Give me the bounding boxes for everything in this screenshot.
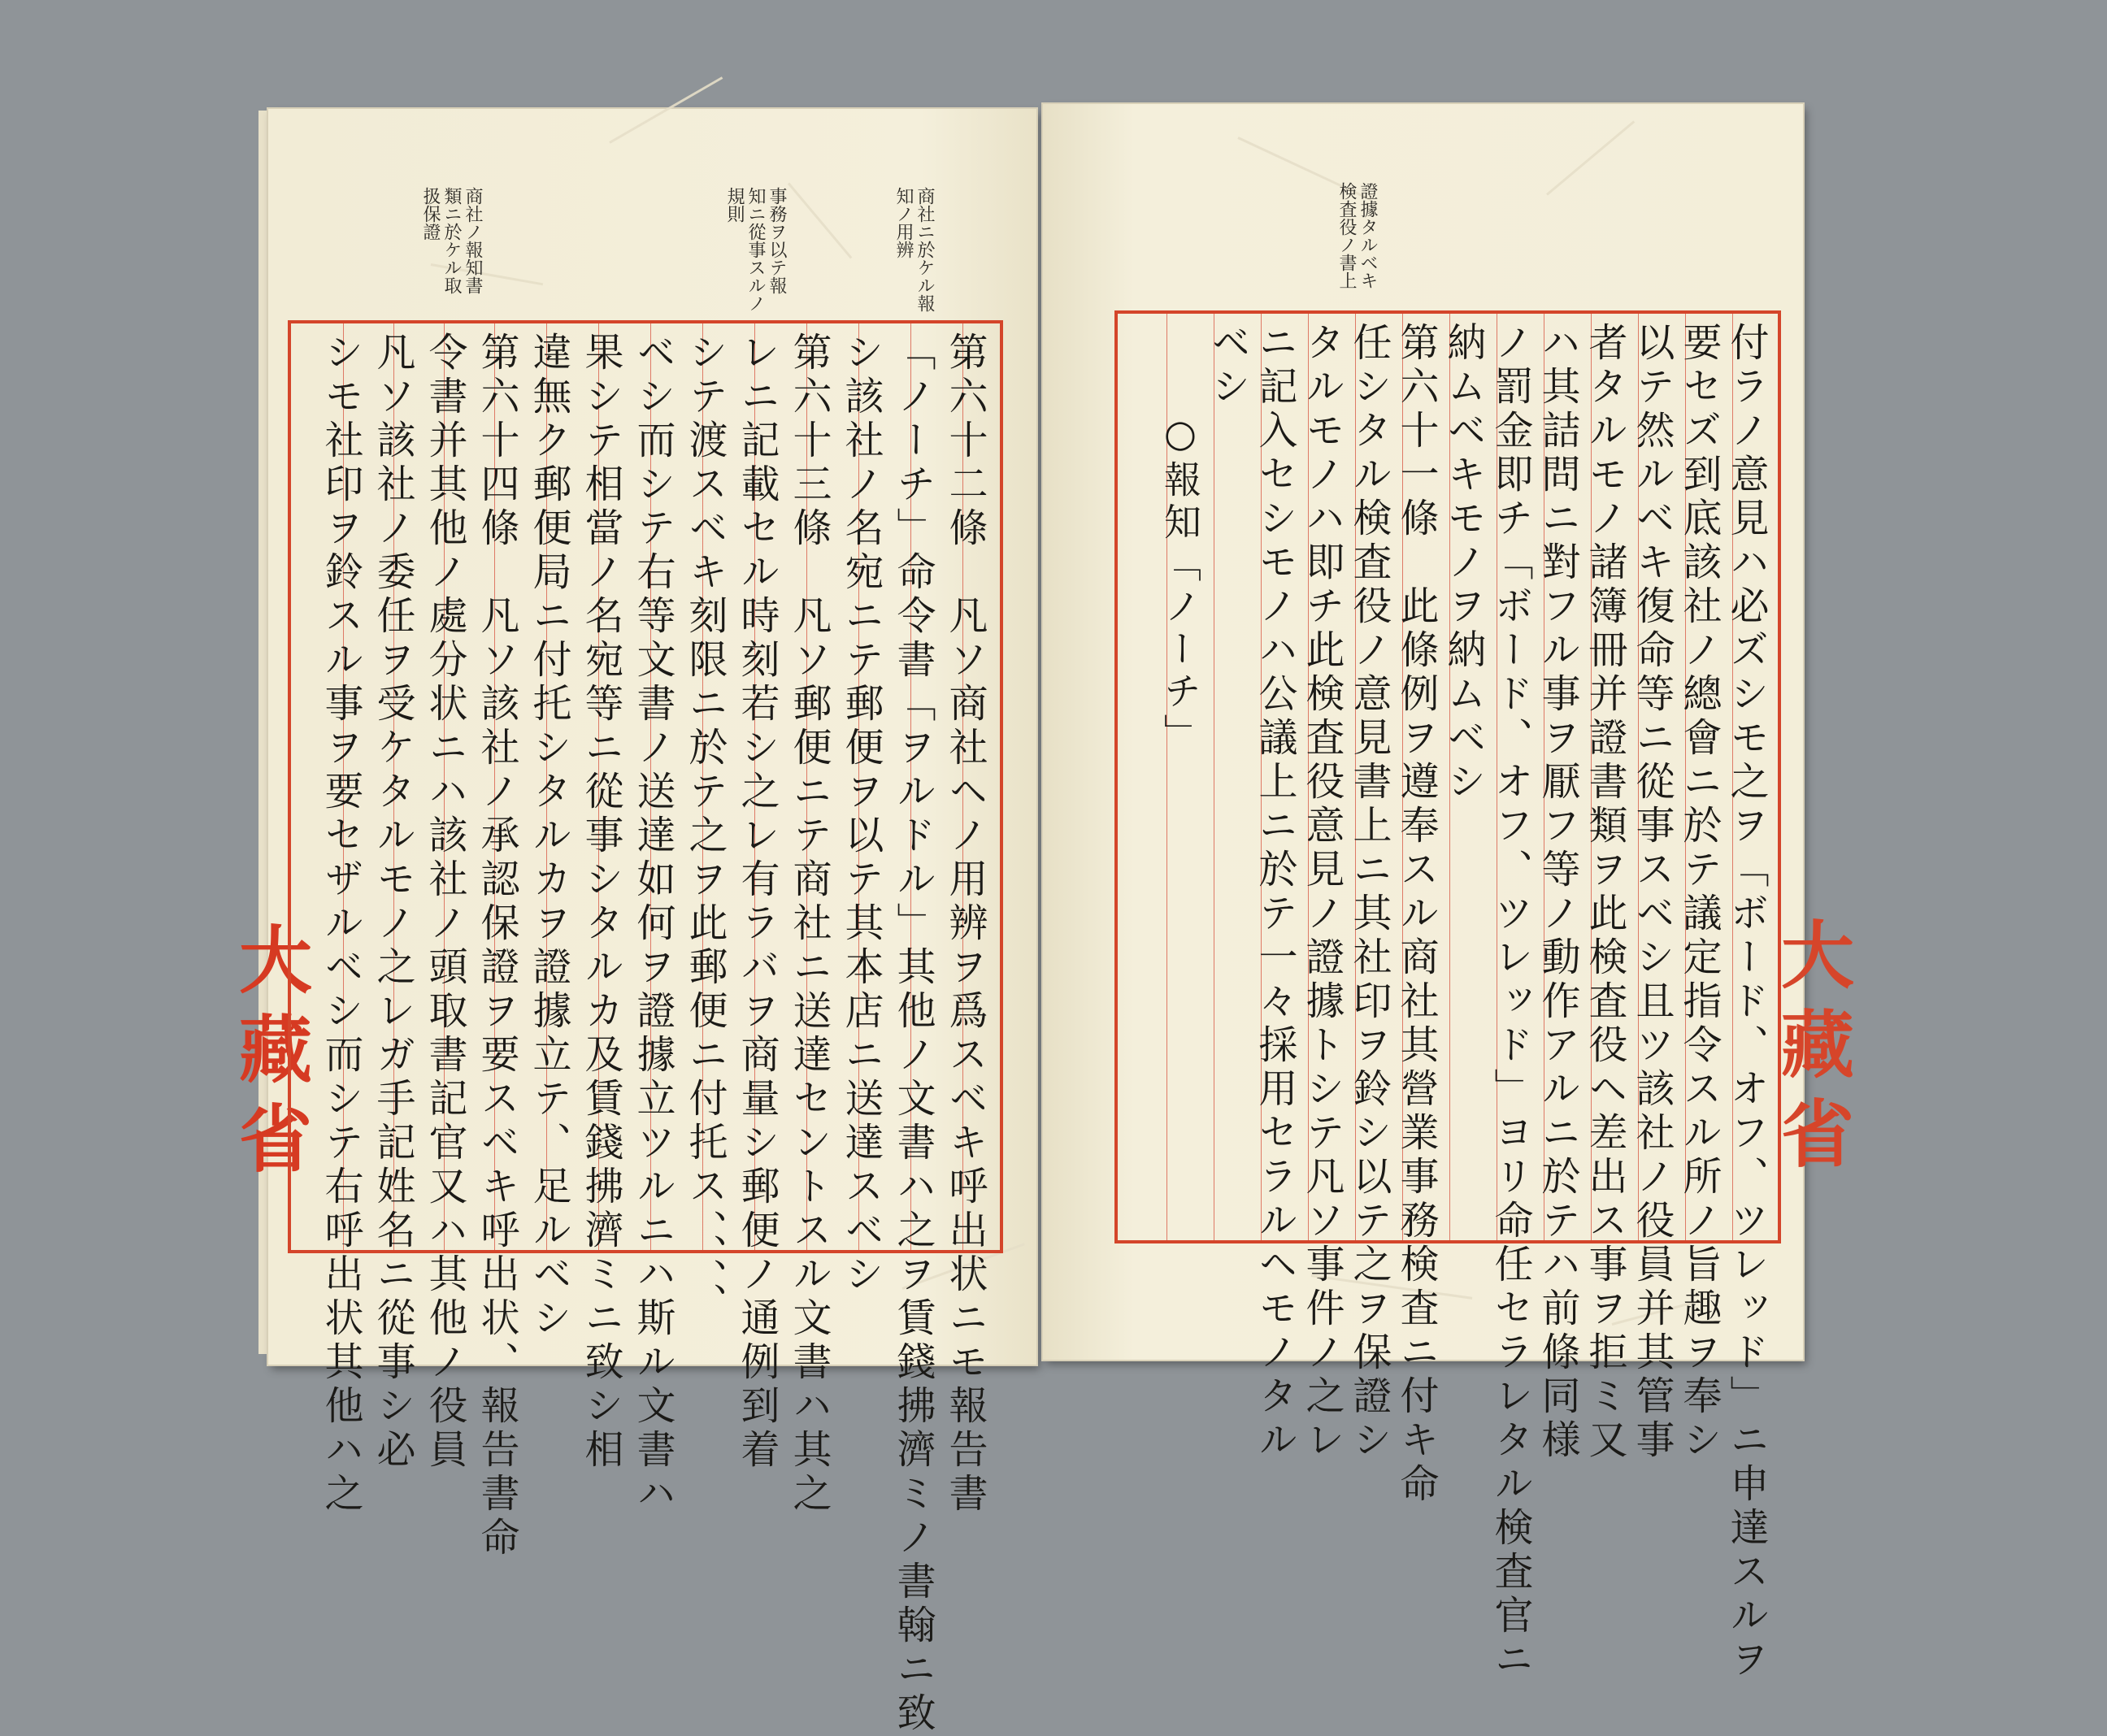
red-stamp-right: 大藏省 [1768,917,1854,1185]
headnote-1: 商社ニ於ケル報 知ノ用辨 [893,187,935,312]
left-column-9: 違無ク郵便局ニ付托シタルカヲ證據立テ、足ルベシ [526,332,571,1341]
right-column-13: ○報知「ノーチ」 [1158,411,1202,756]
left-column-12: 凡ソ該社ノ委任ヲ受ケタルモノ之レガ手記姓名ニ從事シ必 [370,332,415,1473]
left-column-5: レニ記載セル時刻若シ之レ有ラバヲ商量シ郵便ノ通例到着 [734,332,780,1473]
open-book [226,104,1854,1736]
headnote-3: 商社ノ報知書 類ニ於ケル取 扱保證 [420,187,483,294]
right-column-10: タルモノハ即チ此検査役意見ノ證據トシテ凡ソ事件ノ之レ [1299,322,1345,1463]
left-column-7: ベシ而シテ右等文書ノ送達如何ヲ證據立ツルニハ斯ル文書ハ [630,332,676,1517]
right-column-11: ニ記入セシモノハ公議上ニ於テ一々採用セラルヘモノタル [1252,322,1297,1463]
right-column-3: 以テ然ルベキ復命等ニ從事スベシ且ツ該社ノ役員并其管事 [1629,322,1675,1463]
left-column-1: 第六十二條 凡ソ商社ヘノ用辨ヲ爲スベキ呼出状ニモ報告書 [942,332,988,1517]
headnote-right: 證據タルベキ 検査役ノ書上 [1336,182,1378,289]
left-column-6: シテ渡スベキ刻限ニ於テ之ヲ此郵便ニ付托ス、、、、 [682,332,728,1326]
left-column-4: 第六十三條 凡ソ郵便ニテ商社ニ送達セントスル文書ハ其之 [786,332,832,1517]
right-column-6: ノ罰金即チ「ボード、オフ、ツレッド」ヨリ命任セラレタル検査官ニ [1488,322,1533,1682]
left-column-11: 令書并其他ノ處分状ニハ該社ノ頭取書記官又ハ其他ノ役員 [422,332,467,1473]
left-column-8: 果シテ相當ノ名宛等ニ從事シタルカ及賃錢拂濟ミニ致シ相 [578,332,623,1473]
headnote-2: 事務ヲ以テ報 知ニ從事スルノ 規則 [724,187,787,312]
right-column-5: ハ其詰問ニ對フル事ヲ厭フ等ノ動作アルニ於テハ前條同様 [1535,322,1580,1463]
right-column-2: 要セズ到底該社ノ總會ニ於テ議定指令スル所ノ旨趣ヲ奉シ [1676,322,1722,1463]
red-stamp: 大藏省 [226,922,312,1190]
right-column-4: 者タルモノ諸簿冊并證書類ヲ此検査役ヘ差出ス事ヲ拒ミ又 [1582,322,1627,1463]
left-column-13: シモ社印ヲ鈴スル事ヲ要セザルベシ而シテ右呼出状其他ハ之 [318,332,363,1517]
right-column-12: ベシ [1205,322,1250,410]
right-column-9: 任シタル検査役ノ意見書上ニ其社印ヲ鈴シ以テ之ヲ保證シ [1346,322,1392,1463]
left-column-2: 「ノーチ」命令書「ヲルドル」其他ノ文書ハ之ヲ賃錢拂濟ミノ書翰ニ致 [890,332,936,1736]
right-page [1043,104,1854,1682]
left-page [226,109,1036,1736]
left-column-10: 第六十四條 凡ソ該社ノ承認保證ヲ要スベキ呼出状、報告書命 [474,332,519,1560]
left-column-3: シ該社ノ名宛ニテ郵便ヲ以テ其本店ニ送達スベシ [838,332,884,1297]
right-text-frame [1114,310,1781,1682]
right-column-8: 第六十一條 此條例ヲ遵奉スル商社其營業事務検査ニ付キ命 [1393,322,1439,1507]
right-column-1: 付ラノ意見ハ必ズシモ之ヲ「ボード、オフ、ツレッド」ニ申達スルヲ [1723,322,1769,1682]
right-column-7: 納ムベキモノヲ納ムベシ [1440,322,1486,805]
left-text-frame [288,320,1003,1736]
